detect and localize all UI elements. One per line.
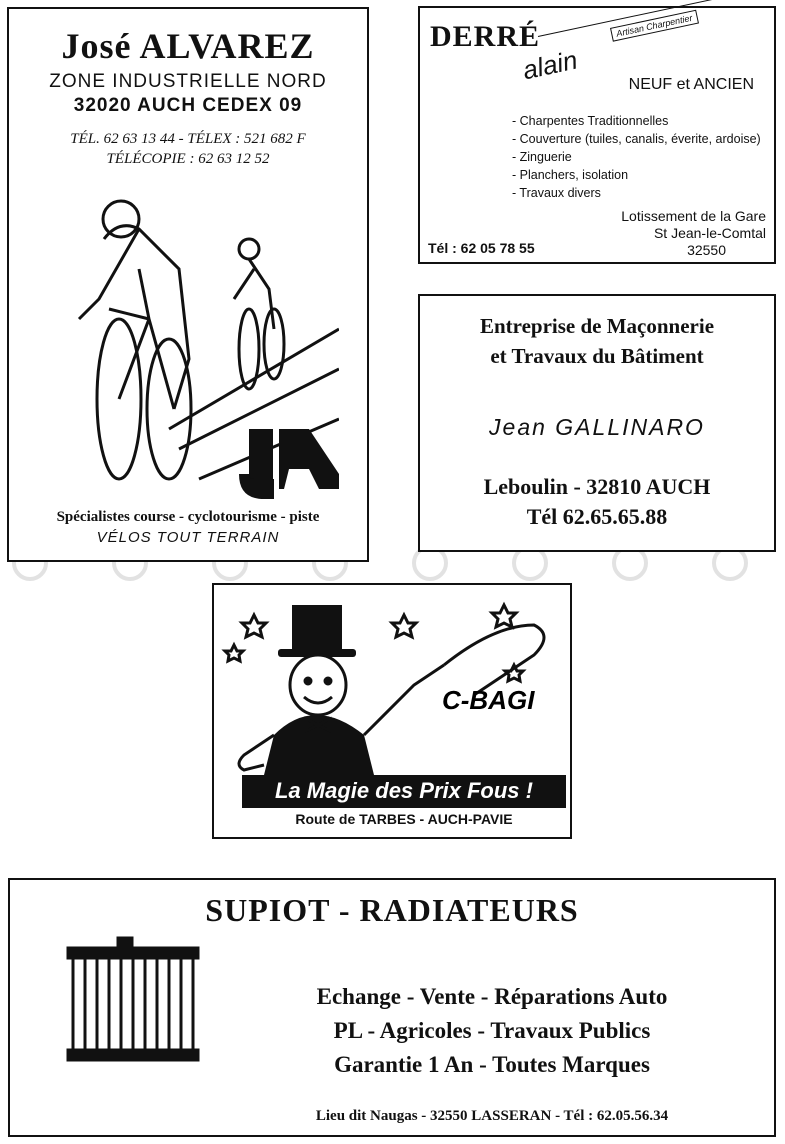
alvarez-fax: TÉLÉCOPIE : 62 63 12 52 (106, 151, 270, 167)
derre-address-line2: St Jean-le-Comtal (653, 225, 766, 241)
cbagi-route: Route de TARBES - AUCH-PAVIE (295, 811, 513, 827)
supiot-line3: Garantie 1 An - Toutes Marques (334, 1052, 650, 1077)
derre-service: - Couverture (tuiles, canalis, éverite, ardoise) (512, 132, 761, 146)
ad-supiot (8, 878, 776, 1137)
cbagi-slogan: La Magie des Prix Fous ! (275, 778, 533, 803)
derre-artisan: Artisan Charpentier (610, 10, 699, 42)
alvarez-tel: TÉL. 62 63 13 44 - TÉLEX : 521 682 F (70, 131, 306, 147)
supiot-line1: Echange - Vente - Réparations Auto (316, 984, 668, 1009)
alvarez-vtt: VÉLOS TOUT TERRAIN (96, 529, 280, 546)
cyclists-illustration-icon (39, 179, 339, 499)
supiot-line2: PL - Agricoles - Travaux Publics (333, 1018, 651, 1043)
alvarez-specialties: Spécialistes course - cyclotourisme - piste (56, 509, 320, 525)
derre-first-name: alain (520, 44, 580, 86)
gallinaro-line1: Entreprise de Maçonnerie (479, 314, 715, 338)
supiot-title: SUPIOT - RADIATEURS (205, 892, 579, 928)
alvarez-name: José ALVAREZ (61, 26, 315, 66)
derre-service: - Charpentes Traditionnelles (512, 114, 669, 128)
derre-tel: Tél : 62 05 78 55 (428, 240, 535, 256)
radiator-icon (58, 934, 208, 1069)
derre-address-line1: Lotissement de la Gare (621, 208, 766, 224)
derre-zip: 32550 (687, 242, 726, 258)
magician-illustration-icon (214, 585, 570, 775)
supiot-address: Lieu dit Naugas - 32550 LASSERAN - Tél : 62.05.56.34 (315, 1108, 669, 1124)
cbagi-brand: C-BAGI (442, 685, 535, 715)
ad-alvarez (7, 7, 369, 562)
derre-tagline: NEUF et ANCIEN (628, 76, 754, 93)
gallinaro-address: Leboulin - 32810 AUCH (483, 474, 711, 499)
ad-cbagi (212, 583, 572, 839)
derre-service: - Zinguerie (512, 150, 572, 164)
gallinaro-tel: Tél 62.65.65.88 (526, 504, 668, 529)
ad-derre (418, 6, 776, 264)
derre-services (512, 112, 761, 202)
gallinaro-line2: et Travaux du Bâtiment (490, 344, 704, 368)
derre-address (621, 208, 766, 259)
derre-name: DERRÉ (430, 20, 541, 53)
derre-service: - Planchers, isolation (512, 168, 629, 182)
derre-service: - Travaux divers (512, 186, 601, 200)
ad-gallinaro (418, 294, 776, 552)
alvarez-zone: ZONE INDUSTRIELLE NORD (49, 71, 327, 92)
gallinaro-person: Jean GALLINARO (489, 414, 705, 440)
cbagi-slogan-bar (242, 775, 566, 808)
alvarez-city: 32020 AUCH CEDEX 09 (73, 95, 303, 116)
